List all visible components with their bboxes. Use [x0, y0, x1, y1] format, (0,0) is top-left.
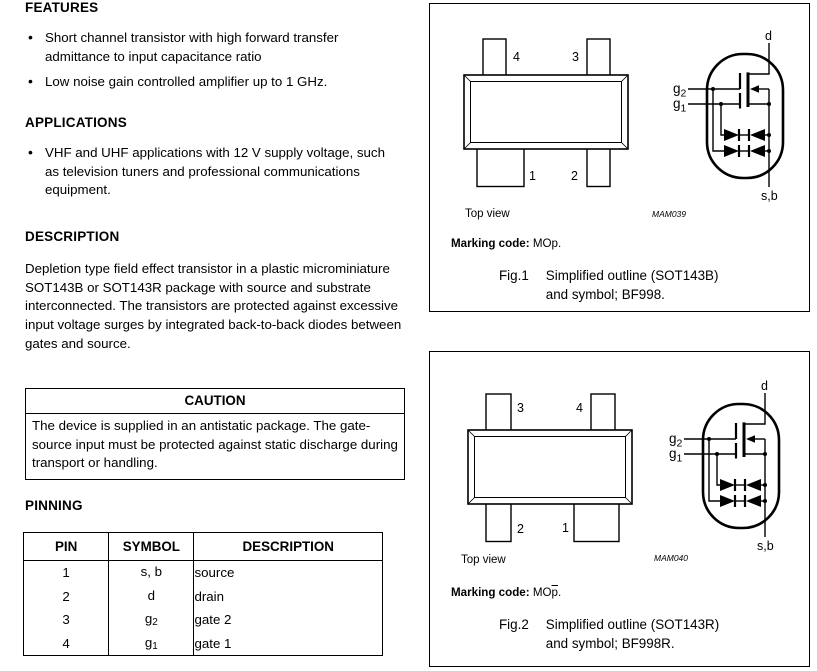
- gate1-label: $g_1$: [669, 446, 683, 465]
- pin-lead: [486, 394, 511, 431]
- table-row: [24, 585, 383, 609]
- list-item: [25, 144, 385, 200]
- description-heading: DESCRIPTION: [25, 229, 120, 244]
- caution-text: The device is supplied in an antistatic package. The gate-source input must be protected against static discharge during transport or handling.: [32, 418, 398, 471]
- figure-1-box: [429, 3, 810, 312]
- features-section: [25, 0, 385, 99]
- figure-caption-text: Simplified outline (SOT143B) and symbol; BF998.: [545, 268, 719, 302]
- applications-heading: APPLICATIONS: [25, 115, 127, 130]
- figure-2-drawing: [430, 352, 808, 587]
- figure-caption: [499, 616, 719, 654]
- figure-2-box: [429, 351, 810, 667]
- source-bulk-label: s,b: [761, 189, 778, 203]
- protection-diodes-row2: [724, 145, 769, 157]
- pin-description: gate 2: [194, 608, 383, 632]
- col-header-description: DESCRIPTION: [194, 533, 383, 561]
- drawing-id-label: MAM040: [654, 553, 689, 563]
- pin-lead-wide: [574, 504, 619, 542]
- table-row: [24, 632, 383, 656]
- top-view-label: Top view: [465, 208, 510, 220]
- diode: [746, 495, 761, 507]
- protection-diodes-row1: [720, 479, 765, 491]
- table-row: [24, 608, 383, 632]
- marking-code-line: Marking code: MOp.: [451, 237, 562, 250]
- gate1-label: $g_1$: [673, 96, 687, 115]
- source-bulk-label: s,b: [757, 539, 774, 553]
- gate2-diode-link: [709, 439, 720, 501]
- bulk-arrow: [746, 435, 755, 443]
- table-header-row: [24, 533, 383, 561]
- pin-number-label: 3: [517, 401, 524, 415]
- pin-number-label: 3: [572, 50, 579, 64]
- package-outline-sot143r: [468, 394, 632, 542]
- pin-description: drain: [194, 585, 383, 609]
- pin-number: 2: [62, 588, 70, 604]
- pin-symbol: d: [109, 585, 194, 609]
- col-header-pin: PIN: [24, 533, 109, 561]
- pin-number-label: 2: [571, 169, 578, 183]
- applications-section: [25, 115, 385, 207]
- bullet-icon: •: [28, 29, 33, 45]
- pin-number: 3: [62, 612, 70, 628]
- pin-number-label: 2: [517, 522, 524, 536]
- mosfet-symbol: [688, 43, 783, 187]
- pin-number-label: 1: [529, 169, 536, 183]
- pin-description: source: [194, 561, 383, 585]
- figure-1-drawing: [430, 4, 808, 234]
- gate1-diode-link: [717, 454, 720, 485]
- applications-list: [25, 144, 385, 200]
- table-row: [24, 561, 383, 585]
- pin-symbol: s, b: [109, 561, 194, 585]
- pinning-table: [23, 532, 383, 656]
- feature-text: Short channel transistor with high forward transfer admittance to input capacitance ratio: [45, 30, 339, 64]
- figure-caption: [499, 267, 718, 305]
- pin-lead: [587, 39, 610, 76]
- symbol-envelope: [703, 404, 779, 528]
- application-text: VHF and UHF applications with 12 V supply voltage, such as television tuners and professional communications equipment.: [45, 145, 385, 198]
- bullet-icon: •: [28, 73, 33, 90]
- package-outline-sot143b: [464, 39, 628, 187]
- description-paragraph: Depletion type field effect transistor in a plastic microminiature SOT143B or SOT143R package with source and substrate interconnected. The transistors are protected against excessive input voltage surges by integrated back-to-back diodes between gates and source.: [25, 261, 402, 351]
- col-header-symbol: SYMBOL: [109, 533, 194, 561]
- bullet-icon: •: [28, 144, 33, 160]
- pin-number: 4: [62, 635, 70, 651]
- protection-diodes-row1: [724, 129, 769, 141]
- diode: [720, 495, 735, 507]
- pin-number-label: 4: [576, 401, 583, 415]
- package-body: [464, 75, 628, 149]
- bulk-arrow: [750, 85, 759, 93]
- diode: [750, 145, 765, 157]
- diode: [750, 129, 765, 141]
- gate2-label: $g_2$: [669, 431, 683, 450]
- protection-diodes-row2: [720, 495, 765, 507]
- diode: [724, 129, 739, 141]
- figure-number: Fig.1: [499, 268, 529, 283]
- marking-code-line: Marking code: $MO\overline{p}$.: [451, 586, 562, 599]
- features-list: [25, 29, 385, 92]
- drain-label: d: [765, 29, 772, 43]
- diode: [720, 479, 735, 491]
- feature-text: Low noise gain controlled amplifier up to 1 GHz.: [45, 74, 328, 90]
- pin-symbol: $g_1$: [109, 632, 194, 656]
- pin-lead-wide: [477, 149, 524, 187]
- gate2-label: $g_2$: [673, 81, 687, 100]
- caution-box: [25, 388, 405, 480]
- marking-code-label: Marking code:: [451, 586, 530, 599]
- pin-description: gate 1: [194, 632, 383, 656]
- top-view-label: Top view: [461, 554, 506, 566]
- caution-heading: CAUTION: [26, 389, 404, 414]
- pin-number: 1: [62, 565, 70, 581]
- mosfet-symbol: [684, 393, 779, 537]
- pin-lead: [483, 39, 506, 76]
- figure-number: Fig.2: [499, 617, 529, 632]
- gate2-diode-link: [713, 89, 724, 151]
- marking-code-label: Marking code:: [451, 237, 530, 250]
- list-item: [25, 29, 385, 66]
- drain-label: d: [761, 379, 768, 393]
- figure-caption-text: Simplified outline (SOT143R) and symbol; BF998R.: [545, 617, 720, 651]
- pin-lead: [587, 149, 610, 187]
- description-section: [25, 229, 403, 354]
- drawing-id-label: MAM039: [652, 209, 687, 219]
- list-item: [25, 73, 385, 92]
- features-heading: FEATURES: [25, 0, 99, 15]
- pin-lead: [486, 504, 511, 542]
- symbol-envelope: [707, 54, 783, 178]
- package-body: [468, 430, 632, 504]
- pin-lead: [591, 394, 615, 431]
- diode: [746, 479, 761, 491]
- pin-number-label: 4: [513, 50, 520, 64]
- gate1-diode-link: [721, 104, 724, 135]
- diode: [724, 145, 739, 157]
- pin-symbol: $g_2$: [109, 608, 194, 632]
- pinning-heading: PINNING: [25, 498, 83, 513]
- pin-number-label: 1: [562, 521, 569, 535]
